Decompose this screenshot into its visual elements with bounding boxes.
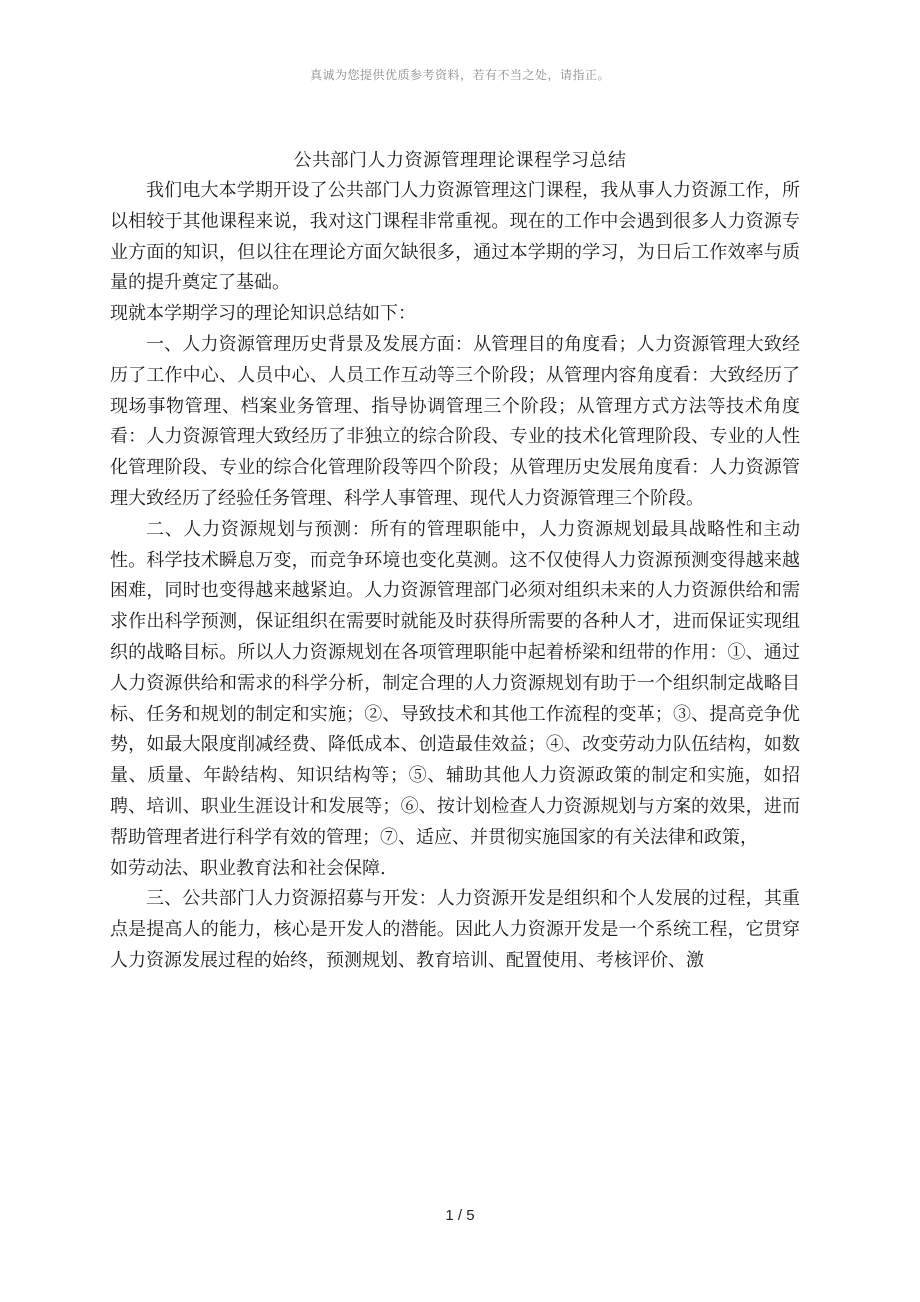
document-title: 公共部门人力资源管理理论课程学习总结: [293, 150, 627, 171]
page-number: 1 / 5: [445, 1207, 475, 1224]
header-note: 真诚为您提供优质参考资料，若有不当之处，请指正。: [309, 68, 610, 82]
paragraph-intro: 我们电大本学期开设了公共部门人力资源管理这门课程，我从事人力资源工作，所以相较于其他课程来说，我对这门课程非常重视。现在的工作中会遇到很多人力资源专业方面的知识，但以往在理论方面欠缺很多，通过本学期的学习，为日后工作效率与质量的提升奠定了基础。: [110, 180, 800, 294]
paragraph-section-three: 三、公共部门人力资源招募与开发：人力资源开发是组织和个人发展的过程，其重点是提高人的能力，核心是开发人的潜能。因此人力资源开发是一个系统工程，它贯穿人力资源发展过程的始终，预测规划、教育培训、配置使用、考核评价、激: [110, 888, 800, 971]
document-body: [110, 176, 800, 977]
paragraph-section-one: 一、人力资源管理历史背景及发展方面：从管理目的角度看；人力资源管理大致经历了工作中心、人员中心、人员工作互动等三个阶段；从管理内容角度看：大致经历了现场事物管理、档案业务管理、指导协调管理三个阶段；从管理方式方法等技术角度看：人力资源管理大致经历了非独立的综合阶段、专业的技术化管理阶段、专业的人性化管理阶段、专业的综合化管理阶段等四个阶段；从管理历史发展角度看：人力资源管理大致经历了经验任务管理、科学人事管理、现代人力资源管理三个阶段。: [110, 333, 800, 509]
paragraph-section-two-continued: 如劳动法、职业教育法和社会保障.: [110, 857, 386, 879]
paragraph-section-two: 二、人力资源规划与预测：所有的管理职能中，人力资源规划最具战略性和主动性。科学技术瞬息万变，而竞争环境也变化莫测。这不仅使得人力资源预测变得越来越困难，同时也变得越来越紧迫。人力资源管理部门必须对组织未来的人力资源供给和需求作出科学预测，保证组织在需要时就能及时获得所需要的各种人才，进而保证实现组织的战略目标。所以人力资源规划在各项管理职能中起着桥梁和纽带的作用：①、通过人力资源供给和需求的科学分析，制定合理的人力资源规划有助于一个组织制定战略目标、任务和规划的制定和实施；②、导致技术和其他工作流程的变革；③、提高竞争优势，如最大限度削减经费、降低成本、创造最佳效益；④、改变劳动力队伍结构，如数量、质量、年龄结构、知识结构等；⑤、辅助其他人力资源政策的制定和实施，如招聘、培训、职业生涯设计和发展等；⑥、按计划检查人力资源规划与方案的效果，进而帮助管理者进行科学有效的管理；⑦、适应、并贯彻实施国家的有关法律和政策，: [110, 518, 800, 848]
paragraph-summary-lead: 现就本学期学习的理论知识总结如下：: [110, 303, 416, 325]
